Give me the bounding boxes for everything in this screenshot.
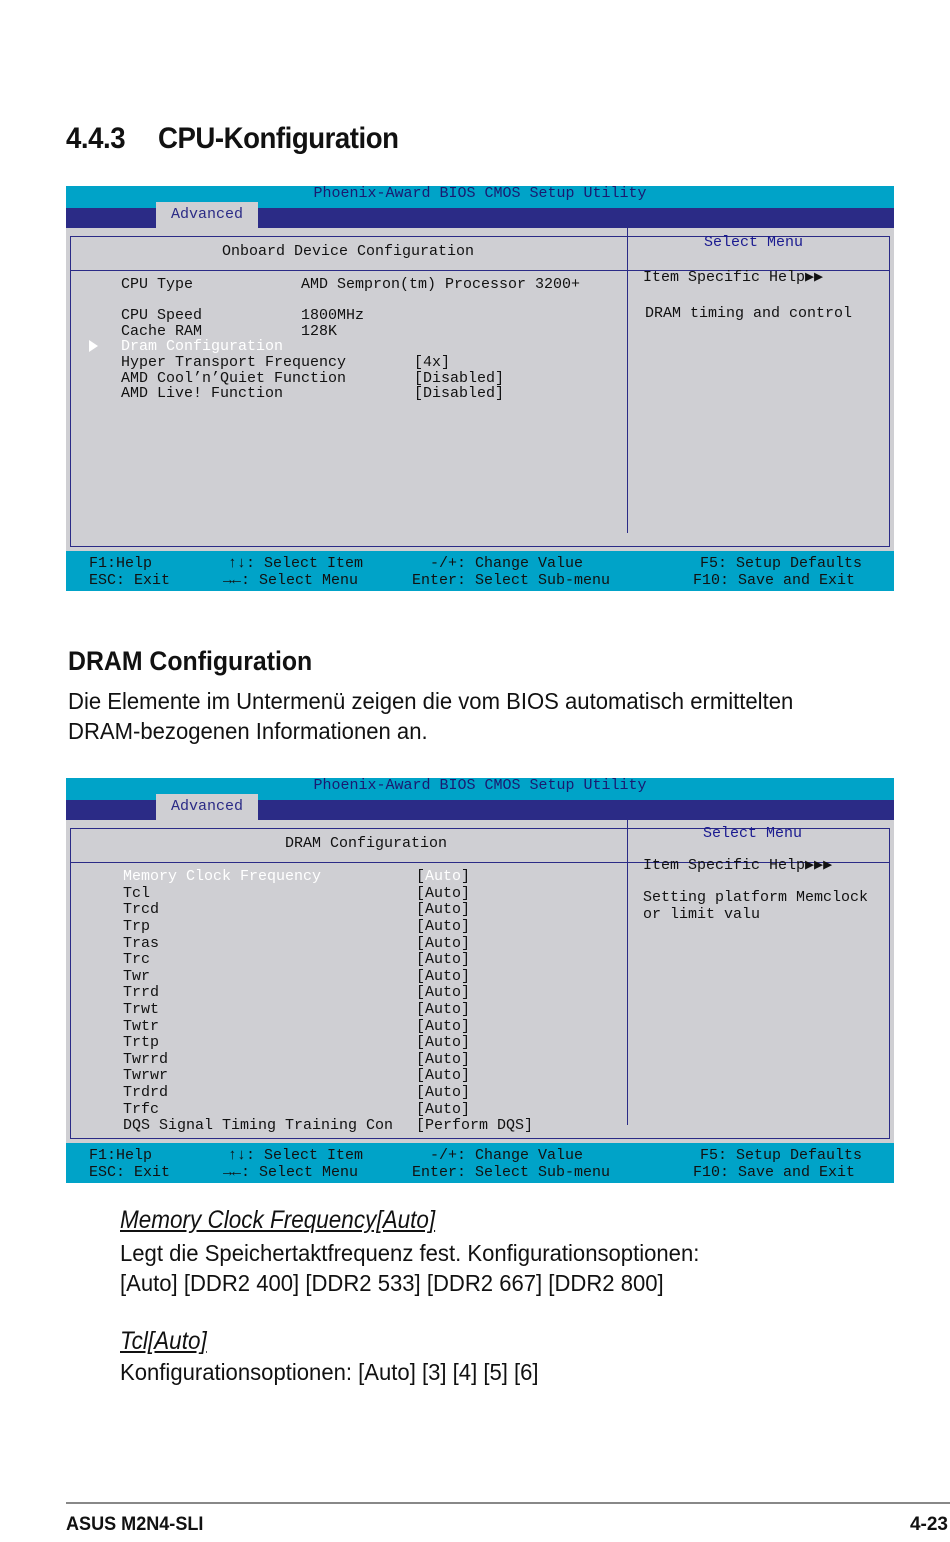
row-value: AMD Sempron(tm) Processor 3200+ — [301, 276, 581, 293]
row-label: Cache RAM — [121, 323, 203, 340]
row-value: 128K — [301, 323, 338, 340]
bios-footer — [66, 1143, 894, 1183]
key-help: F1:Help — [89, 555, 153, 572]
key-save-exit: F10: Save and Exit — [693, 572, 856, 589]
key-setup-defaults: F5: Setup Defaults — [700, 555, 863, 572]
setting-label: Tcl — [123, 885, 151, 902]
key-setup-defaults: F5: Setup Defaults — [700, 1147, 863, 1164]
double-arrow-icon: ▶▶ — [805, 269, 824, 286]
bios-divider — [627, 820, 628, 1125]
setting-value[interactable]: [Auto] — [416, 1001, 471, 1018]
setting-value[interactable]: [Auto] — [416, 968, 471, 985]
key-exit: ESC: Exit — [89, 1164, 171, 1181]
dram-heading: DRAM Configuration — [68, 646, 313, 676]
help-title: Item Specific Help▶▶▶ — [643, 857, 833, 874]
panel-title: Onboard Device Configuration — [222, 243, 475, 260]
key-help: F1:Help — [89, 1147, 153, 1164]
setting-value[interactable]: [Disabled] — [414, 370, 505, 387]
key-select-item: ↑↓: Select Item — [228, 555, 364, 572]
setting-value[interactable]: [Disabled] — [414, 385, 505, 402]
setting-value[interactable]: [Perform DQS] — [416, 1117, 534, 1134]
setting-label: Tras — [123, 935, 160, 952]
bios-tabbar — [66, 208, 894, 228]
bios-footer — [66, 551, 894, 591]
help-text-line2: or limit valu — [643, 906, 761, 923]
setting-label: DQS Signal Timing Training Con — [123, 1117, 394, 1134]
key-save-exit: F10: Save and Exit — [693, 1164, 856, 1181]
setting-value[interactable]: [Auto] — [416, 1034, 471, 1051]
setting-label: Twtr — [123, 1018, 160, 1035]
setting-label: Twrrd — [123, 1051, 169, 1068]
section-heading — [66, 122, 399, 156]
section-title: CPU-Konfiguration — [158, 122, 399, 155]
select-menu-label: Select Menu — [703, 825, 803, 842]
select-menu-label: Select Menu — [704, 234, 804, 251]
setting-value[interactable]: [Auto] — [416, 1018, 471, 1035]
key-exit: ESC: Exit — [89, 572, 171, 589]
section-number: 4.4.3 — [66, 122, 126, 155]
setting-value-selected[interactable]: [Auto] — [416, 868, 471, 885]
bios-main-area — [66, 820, 894, 1143]
bios-main-area — [66, 228, 894, 551]
footer-rule — [66, 1502, 950, 1504]
key-select-menu: →←: Select Menu — [223, 572, 359, 589]
help-title: Item Specific Help▶▶ — [643, 269, 824, 286]
item-title-tcl: Tcl[Auto] — [120, 1327, 207, 1355]
item-desc-line: [Auto] [DDR2 400] [DDR2 533] [DDR2 667] [DDR2 800] — [120, 1270, 664, 1296]
setting-label: AMD Cool’n’Quiet Function — [121, 370, 347, 387]
setting-value[interactable]: [4x] — [414, 354, 451, 371]
key-sub-menu: Enter: Select Sub-menu — [412, 1164, 611, 1181]
panel-title: DRAM Configuration — [285, 835, 448, 852]
key-sub-menu: Enter: Select Sub-menu — [412, 572, 611, 589]
page-number: 4-23 — [909, 1514, 948, 1535]
setting-value[interactable]: [Auto] — [416, 901, 471, 918]
submenu-dram-configuration[interactable]: Dram Configuration — [121, 338, 284, 355]
help-text-line1: Setting platform Memclock — [643, 889, 869, 906]
setting-label: Twrwr — [123, 1067, 169, 1084]
key-select-item: ↑↓: Select Item — [228, 1147, 364, 1164]
key-change-value: -/+: Change Value — [430, 555, 584, 572]
setting-value[interactable]: [Auto] — [416, 1084, 471, 1101]
row-label: CPU Type — [121, 276, 194, 293]
triple-arrow-icon: ▶▶▶ — [805, 857, 833, 874]
bios-tabbar — [66, 800, 894, 820]
setting-label: Trcd — [123, 901, 160, 918]
tab-advanced[interactable]: Advanced — [156, 202, 258, 228]
submenu-arrow-icon — [89, 340, 98, 352]
item-desc-line: Legt die Speichertaktfrequenz fest. Konfigurationsoptionen: — [120, 1240, 700, 1266]
item-title-memory-clock: Memory Clock Frequency[Auto] — [120, 1206, 436, 1234]
setting-label: Trrd — [123, 984, 160, 1001]
bios-titlebar: Phoenix-Award BIOS CMOS Setup Utility — [66, 186, 894, 208]
key-change-value: -/+: Change Value — [430, 1147, 584, 1164]
row-value: 1800MHz — [301, 307, 365, 324]
setting-label: Trwt — [123, 1001, 160, 1018]
setting-label: Trp — [123, 918, 151, 935]
setting-value[interactable]: [Auto] — [416, 951, 471, 968]
setting-memory-clock-frequency[interactable]: Memory Clock Frequency — [123, 868, 322, 885]
tab-advanced[interactable]: Advanced — [156, 794, 258, 820]
setting-label: Hyper Transport Frequency — [121, 354, 347, 371]
setting-label: Twr — [123, 968, 151, 985]
setting-label: AMD Live! Function — [121, 385, 284, 402]
dram-paragraph: Die Elemente im Untermenü zeigen die vom BIOS automatisch ermittelten DRAM-bezogenen Informationen an. — [68, 688, 794, 744]
setting-value[interactable]: [Auto] — [416, 918, 471, 935]
key-select-menu: →←: Select Menu — [223, 1164, 359, 1181]
bios-divider — [627, 228, 628, 533]
item-desc-line: Konfigurationsoptionen: [Auto] [3] [4] [5] [6] — [120, 1359, 539, 1385]
setting-value[interactable]: [Auto] — [416, 984, 471, 1001]
bios-titlebar: Phoenix-Award BIOS CMOS Setup Utility — [66, 778, 894, 800]
setting-value[interactable]: [Auto] — [416, 935, 471, 952]
setting-value[interactable]: [Auto] — [416, 1067, 471, 1084]
bios-screen-dram — [66, 778, 894, 1183]
setting-value[interactable]: [Auto] — [416, 1051, 471, 1068]
footer-product: ASUS M2N4-SLI — [66, 1514, 204, 1535]
help-text: DRAM timing and control — [645, 305, 853, 322]
setting-value[interactable]: [Auto] — [416, 885, 471, 902]
bios-screen-cpu — [66, 186, 894, 591]
setting-label: Trc — [123, 951, 151, 968]
setting-label: Trdrd — [123, 1084, 169, 1101]
row-label: CPU Speed — [121, 307, 203, 324]
setting-label: Trfc — [123, 1101, 160, 1118]
setting-value[interactable]: [Auto] — [416, 1101, 471, 1118]
setting-label: Trtp — [123, 1034, 160, 1051]
